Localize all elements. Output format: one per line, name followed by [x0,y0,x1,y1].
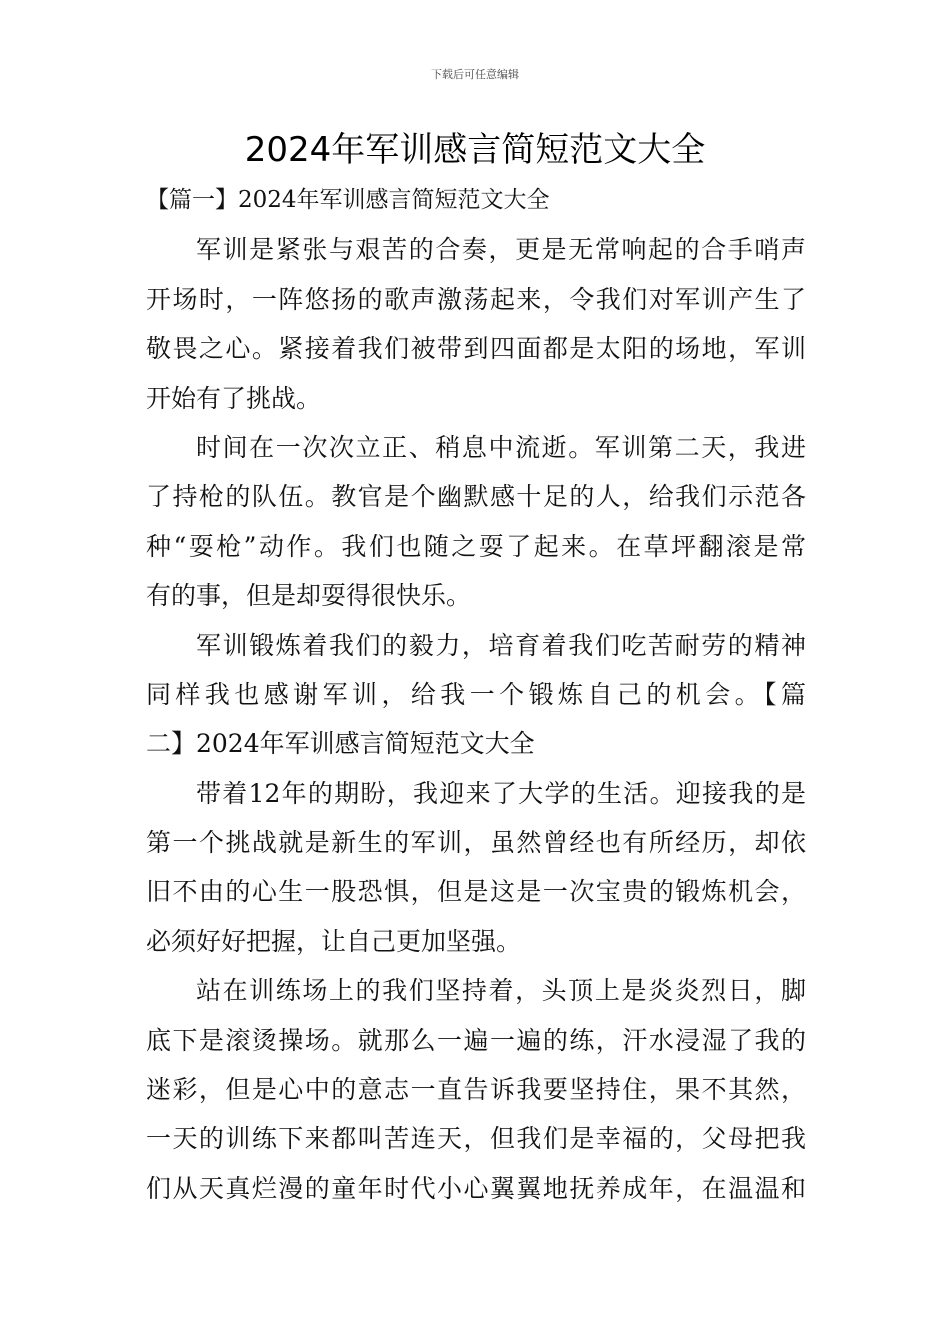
section-heading: 【篇一】2024年军训感言简短范文大全 [146,187,550,213]
text-line: 底下是滚烫操场。就那么一遍一遍的练，汗水浸湿了我的 [146,1025,806,1055]
text-line: 军训是紧张与艰苦的合奏，更是无常响起的合手哨声 [196,235,806,265]
document-title: 2024年军训感言简短范文大全 [244,130,706,170]
text-line: 站在训练场上的我们坚持着，头顶上是炎炎烈日，脚 [196,976,806,1006]
text-line: 时间在一次次立正、稍息中流逝。军训第二天，我进 [196,432,806,462]
text-line: 二】2024年军训感言简短范文大全 [146,729,535,759]
text-line: 迷彩，但是心中的意志一直告诉我要坚持住，果不其然， [146,1075,806,1105]
text-line: 们从天真烂漫的童年时代小心翼翼地抚养成年，在温温和 [146,1173,806,1203]
text-line: 种“耍枪”动作。我们也随之耍了起来。在草坪翻滚是常 [146,531,806,561]
text-line: 带着12年的期盼，我迎来了大学的生活。迎接我的是 [196,778,806,808]
text-line: 一天的训练下来都叫苦连天，但我们是幸福的，父母把我 [146,1124,806,1154]
text-line: 了持枪的队伍。教官是个幽默感十足的人，给我们示范各 [146,482,806,512]
text-line: 开场时，一阵悠扬的歌声激荡起来，令我们对军训产生了 [146,284,806,314]
text-line: 敬畏之心。紧接着我们被带到四面都是太阳的场地，军训 [146,334,806,364]
document-body [146,176,806,1213]
text-line: 必须好好把握，让自己更加坚强。 [146,926,522,956]
text-line: 旧不由的心生一股恐惧，但是这是一次宝贵的锻炼机会， [146,877,806,907]
text-line: 有的事，但是却耍得很快乐。 [146,581,472,611]
text-line: 同样我也感谢军训，给我一个锻炼自己的机会。【篇 [146,679,806,709]
text-line: 军训锻炼着我们的毅力，培育着我们吃苦耐劳的精神 [196,630,806,660]
text-line: 开始有了挑战。 [146,383,322,413]
header-note: 下载后可任意编辑 [431,68,519,81]
text-line: 第一个挑战就是新生的军训，虽然曾经也有所经历，却依 [146,828,806,858]
